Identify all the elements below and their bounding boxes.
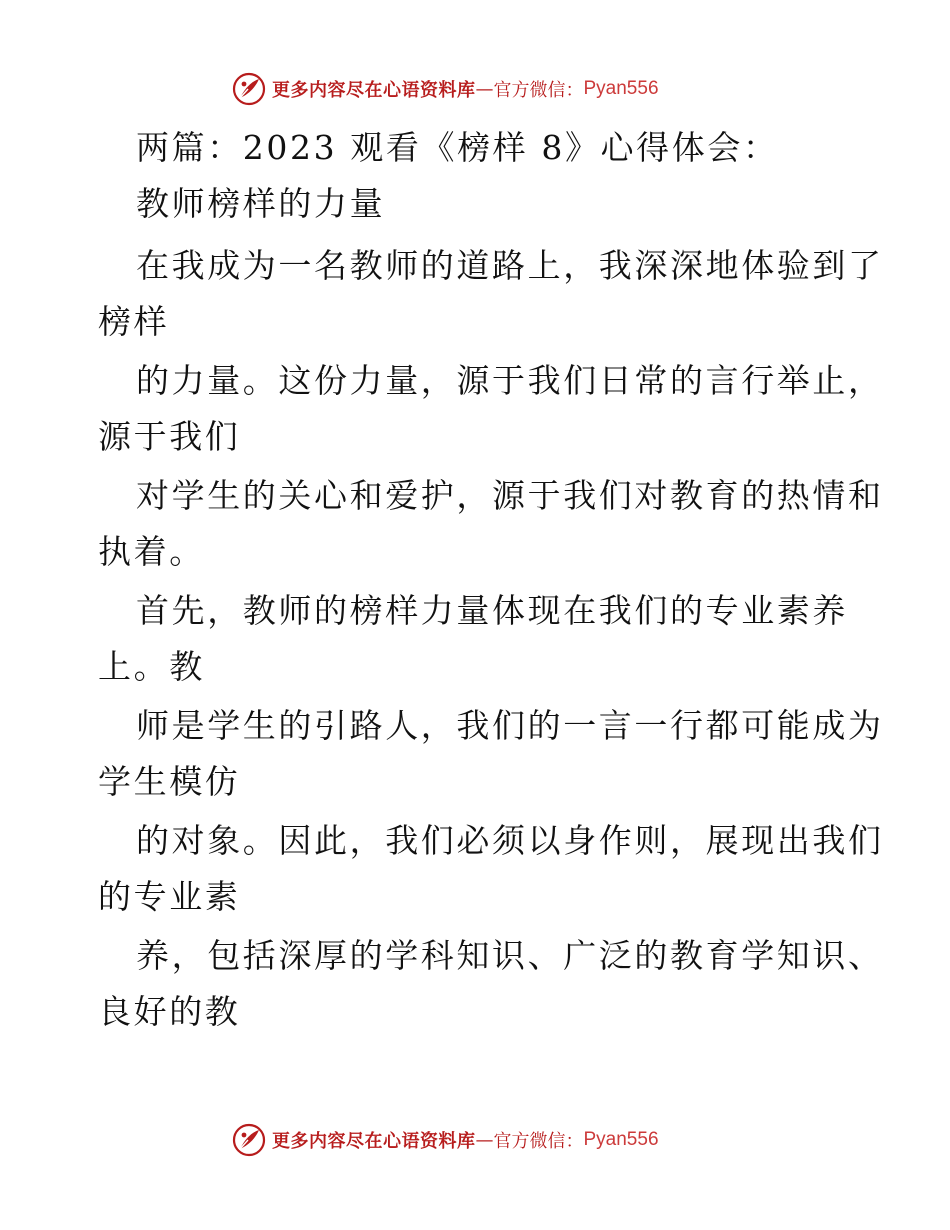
quill-pen-logo-icon (232, 1123, 266, 1157)
paragraph-line: 在我成为一名教师的道路上，我深深地体验到了 (136, 246, 884, 285)
paragraph-line: 源于我们 (98, 417, 241, 456)
paragraph-line: 的专业素 (98, 877, 241, 916)
paragraph-line: 良好的教 (98, 992, 241, 1031)
paragraph-line: 首先，教师的榜样力量体现在我们的专业素养 (136, 591, 848, 630)
banner-wechat-id: Pyan556 (583, 1129, 659, 1150)
quill-pen-logo-icon (232, 72, 266, 106)
paragraph-line: 学生模仿 (98, 762, 241, 801)
banner-dash: — (475, 78, 494, 100)
document-subtitle: 教师榜样的力量 (136, 184, 386, 223)
footer-banner (232, 1121, 659, 1159)
paragraph-line: 师是学生的引路人，我们的一言一行都可能成为 (136, 706, 884, 745)
paragraph-line: 的对象。因此，我们必须以身作则，展现出我们 (136, 821, 884, 860)
banner-wechat-id: Pyan556 (583, 78, 659, 99)
banner-text: 更多内容尽在心语资料库 (272, 1131, 476, 1152)
banner-wechat-label: 官方微信： (493, 1131, 584, 1152)
paragraph-line: 执着。 (98, 532, 205, 571)
banner-wechat-label: 官方微信： (493, 80, 584, 101)
paragraph-line: 对学生的关心和爱护，源于我们对教育的热情和 (136, 476, 884, 515)
paragraph-line: 上。教 (98, 647, 205, 686)
document-title: 两篇：2023 观看《榜样 8》心得体会： (136, 128, 779, 167)
banner-text: 更多内容尽在心语资料库 (272, 80, 476, 101)
header-banner (232, 70, 659, 108)
paragraph-line: 榜样 (98, 302, 170, 341)
paragraph-line: 养，包括深厚的学科知识、广泛的教育学知识、 (136, 936, 884, 975)
banner-dash: — (475, 1129, 494, 1151)
paragraph-line: 的力量。这份力量，源于我们日常的言行举止， (136, 361, 884, 400)
